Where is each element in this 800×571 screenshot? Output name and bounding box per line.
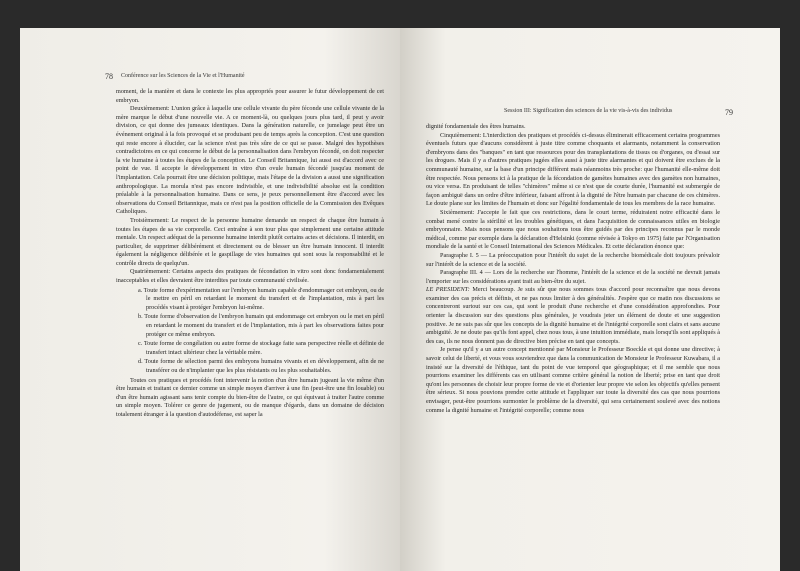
list-item: b. Toute forme d'observation de l'embryon humain qui endommage cet embryon ou le met en péril en retardant le moment du transfert et de l'implantation, mis à part les observations faites pour protéger ce même embryon. xyxy=(138,313,384,338)
body-text xyxy=(116,88,384,420)
paragraph: dignité fondamentale des êtres humains. xyxy=(426,123,526,130)
paragraph: Quatrièmement: Certains aspects des pratiques de fécondation in vitro sont donc fondamentalement inacceptables et elles devraient être interdites par toute communauté civilisée. xyxy=(116,268,384,285)
left-page xyxy=(20,28,400,571)
page-number: 79 xyxy=(725,108,733,117)
paragraph: moment, de la manière et dans le contexte les plus appropriés pour assurer le futur développement de cet embryon. xyxy=(116,88,384,104)
paragraph: Paragraphe III. 4 — Lors de la recherche sur l'homme, l'intérêt de la science et de la société ne devrait jamais l'emporter sur les considérations ayant trait au bien-être du sujet. xyxy=(426,269,720,285)
running-head: Conférence sur les Sciences de la Vie et l'Humanité xyxy=(121,73,245,79)
paragraph: Paragraphe I. 5 — La préoccupation pour l'intérêt du sujet de la recherche biomédicale doit toujours prévaloir sur l'intérêt de la science et de la société. xyxy=(426,251,720,268)
paragraph: Je pense qu'il y a un autre concept mentionné par Monsieur le Professeur Boeckle et qui donne une directive; à savoir celui de liberté, et vous vous souviendrez que dans la communication de Monsieur le Professeur Kuwabara, il a insisté sur la diversité de l'éthique, tant du point de vue temporel que géographique; et il me semble que nous pourrions examiner les différents cas en utilisant comme critère général la notion de liberté; prise en tant que droit qu'ont les personnes de choisir leur propre forme de vie et d'orienter leur propre vie selon les objectifs qu'elles pensent être sérieux. Si nous pouvions prendre cette attitude et l'appliquer sur toute la diversité des cas que nous pourrions envisager, peut-être pourrions surmonter le problème de la diversité, qui sera certainement soulevé avec des notions comme la dignité humaine et l'intégrité corporelle; comme nous xyxy=(426,346,720,414)
paragraph: Troisièmement: Le respect de la personne humaine demande un respect de chaque être humain à toutes les étapes de sa vie corporelle. Ceci entraîne à son tour plus que simplement une certaine attitude mentale. Un respect adéquat de la personne humaine interdit plutôt certains actes et décisions. Il interdit, en particulier, de supprimer délibérément et directement ou de blesser un être humain innocent. Il interdit également la négligence délibérée et le gaspillage de vies humaines qui sont sous la responsabilité et le contrôle directs de quelqu'un. xyxy=(116,216,384,267)
paragraph: Toutes ces pratiques et procédés font intervenir la notion d'un être humain jugeant la vie même d'un être humain et traitant ce dernier comme un simple moyen d'arriver à une fin (peut-être une fin louable) ou d'un être humain agissant sans tenir compte du bien-être de l'autre, ce qui équivaut à traiter l'autre comme un simple moyen. Tolérer ce genre de jugement, ou de manque d'égards, dans un domaine de décision totalement étranger à la question d'autodéfense, est saper la xyxy=(116,376,384,418)
list-item: c. Toute forme de congélation ou autre forme de stockage faite sans perspective réelle et définie de transfert intact ultérieur chez la véritable mère. xyxy=(138,340,384,356)
right-page xyxy=(400,28,780,571)
body-text xyxy=(426,123,720,415)
paragraph: Deuxièmement: L'union grâce à laquelle une cellule vivante du père féconde une cellule vivante de la mère marque le début d'une nouvelle vie. A ce moment-là, ou quelques jours plus tard, il peut y avoir division, ce qui donne des jumeaux identiques. Dans la génération naturelle, ce jumelage peut être un événement original à la fois provoqué et se produisant peu de temps après la conception. C'est une question qui reste encore à élucider, car la science n'est pas très sûre de ce qui se passe. Malgré des hypothèses contradictoires en ce qui concerne le début de la personnalisation dans l'embryon fécondé, on doit respecter la vie humaine à toutes les étapes de la conception. Le Conseil Britannique, lui aussi est d'accord avec ce point de vue. Il accepte le développement in vitro d'un ovule humain fécondé jusqu'au moment de l'implantation. Cela pourrait être une décision politique, mais l'étape de la division a aussi une signification anthropologique. La morula n'est pas encore indivisible, et une indivisibilité absolue est la condition préalable à la personnalisation humaine. Dans ce sens, je peux personnellement être d'accord avec les observations du Conseil Britannique, mais ce n'est pas la position officielle de la Commission des Evêques Catholiques. xyxy=(116,105,384,216)
running-head: Session III: Signification des sciences de la vie vis-à-vis des individus xyxy=(504,108,673,114)
speaker-label: LE PRESIDENT: xyxy=(426,286,470,294)
book-spread xyxy=(20,28,780,571)
list-item: a. Toute forme d'expérimentation sur l'embryon humain capable d'endommager cet embryon, ou de le mettre en péril en retardant le moment du transfert et de l'implantation, mis à part les procédés visant à protéger l'embryon lui-même. xyxy=(138,286,384,311)
paragraph: Cinquièmement: L'interdiction des pratiques et procédés ci-dessus éliminerait efficacement certains programmes éventuels futurs que d'aucuns considèrent à juste titre comme choquants et alarmants, notamment la conservation d'embryons dans des "banques" en tant que ressources pour des transplantations de tissus ou d'organes, ou d'essai sur les drogues. Mais il y a d'autres pratiques jugées elles aussi à juste titre alarmantes et qui doivent être exclues de la communauté humaine, sur la base d'un principe différent mais néanmoins très proche: que l'humanité elle-même doit être respectée. Nous pensons ici à la pratique de la fécondation de gamètes humaines avec des gamètes non humaines, ou vice versa. En produisant de telles "chimères" même si ce n'est que de courte durée, l'humanité est submergée de façon ambiguë dans un ordre d'être inférieur, faisant affront à la dignité de l'être humain par chacune de ces chimères. Le doute plane sur les limites de l'humain et donc sur l'égalité fondamentale de tous les membres de la race humaine. xyxy=(426,131,720,208)
paragraph: Sixièmement: J'accepte le fait que ces restrictions, dans le court terme, réduiraient notre efficacité dans le combat mené contre la stérilité et les troubles génétiques, et dans l'acquisition de connaissances utiles en biologie embryonnaire. Mais nous pensons que nous souhaitons tous être guidés par des principes reconnus par le monde médical, comme par exemple dans la déclaration d'Helsinki (comme révisée à Tokyo en 1975) faite par l'Organisation mondiale de la santé et le Conseil International des Sciences Médicales. Et cette déclaration énonce que: xyxy=(426,208,720,251)
list-item: d. Toute forme de sélection parmi des embryons humains vivants et en développement, afin de ne transférer ou de n'implanter que les plus résistants ou les plus souhaitables. xyxy=(138,358,384,374)
president-paragraph xyxy=(426,286,720,346)
page-number: 78 xyxy=(105,72,113,81)
speaker-text: Merci beaucoup. Je suis sûr que nous sommes tous d'accord pour reconnaître que nous devons examiner des cas précis et définis, et ne pas nous limiter à des généralités. J'espère que ce matin nos discussions se concentreront surtout sur ces cas, qui sont le produit d'une recherche et d'une considération approfondies. Pour orienter la discussion sur des questions plus générales, je voudrais jeter un élément de doute et une suggestion positive. Je ne suis pas sûr que les concepts de la dignité humaine et de l'intégrité corporelle sont clairs et sans aucune ambiguïté. Je ne doute pas qu'ils font appel, chez nous tous, à une intuition immédiate, mais lorsqu'ils sont appliqués à des cas, ils ne nous donnent pas de directive bien précise en tant que concepts. xyxy=(426,286,721,345)
